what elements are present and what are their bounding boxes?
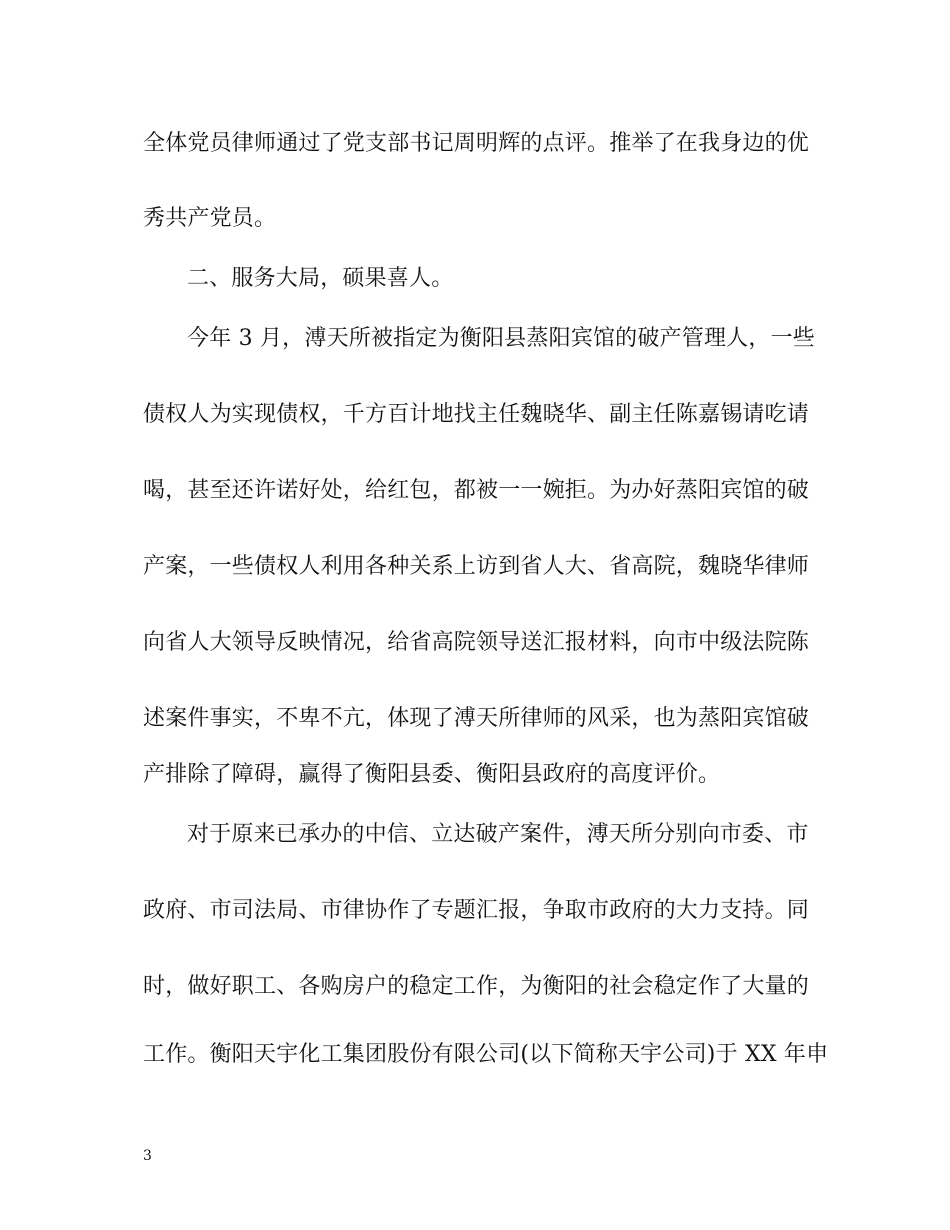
body-text-line: 债权人为实现债权，千方百计地找主任魏晓华、副主任陈嘉锡请吃请 (143, 402, 810, 427)
paragraph-first-line: 今年 3 月，溥天所被指定为衡阳县蒸阳宾馆的破产管理人，一些 (187, 326, 815, 351)
paragraph-first-line: 对于原来已承办的中信、立达破产案件，溥天所分别向市委、市 (187, 822, 809, 847)
page-number: 3 (143, 1148, 152, 1164)
body-text-line: 政府、市司法局、市律协作了专题汇报，争取市政府的大力支持。同 (143, 898, 810, 923)
body-text-line: 述案件事实，不卑不亢，体现了溥天所律师的风采，也为蒸阳宾馆破 (143, 706, 810, 731)
body-text-line: 秀共产党员。 (143, 206, 277, 231)
body-text-line: 产案，一些债权人利用各种关系上访到省人大、省高院，魏晓华律师 (143, 554, 810, 579)
body-text-line: 工作。衡阳天宇化工集团股份有限公司(以下简称天宇公司)于 XX 年申 (143, 1042, 829, 1067)
body-text-line: 全体党员律师通过了党支部书记周明辉的点评。推举了在我身边的优 (143, 131, 810, 156)
body-text-line: 产排除了障碍，赢得了衡阳县委、衡阳县政府的高度评价。 (143, 762, 721, 787)
body-text-line: 喝，甚至还许诺好处，给红包，都被一一婉拒。为办好蒸阳宾馆的破 (143, 478, 810, 503)
section-heading: 二、服务大局，硕果喜人。 (187, 266, 454, 291)
body-text-line: 向省人大领导反映情况，给省高院领导送汇报材料，向市中级法院陈 (143, 630, 810, 655)
body-text-line: 时，做好职工、各购房户的稳定工作，为衡阳的社会稳定作了大量的 (143, 974, 810, 999)
